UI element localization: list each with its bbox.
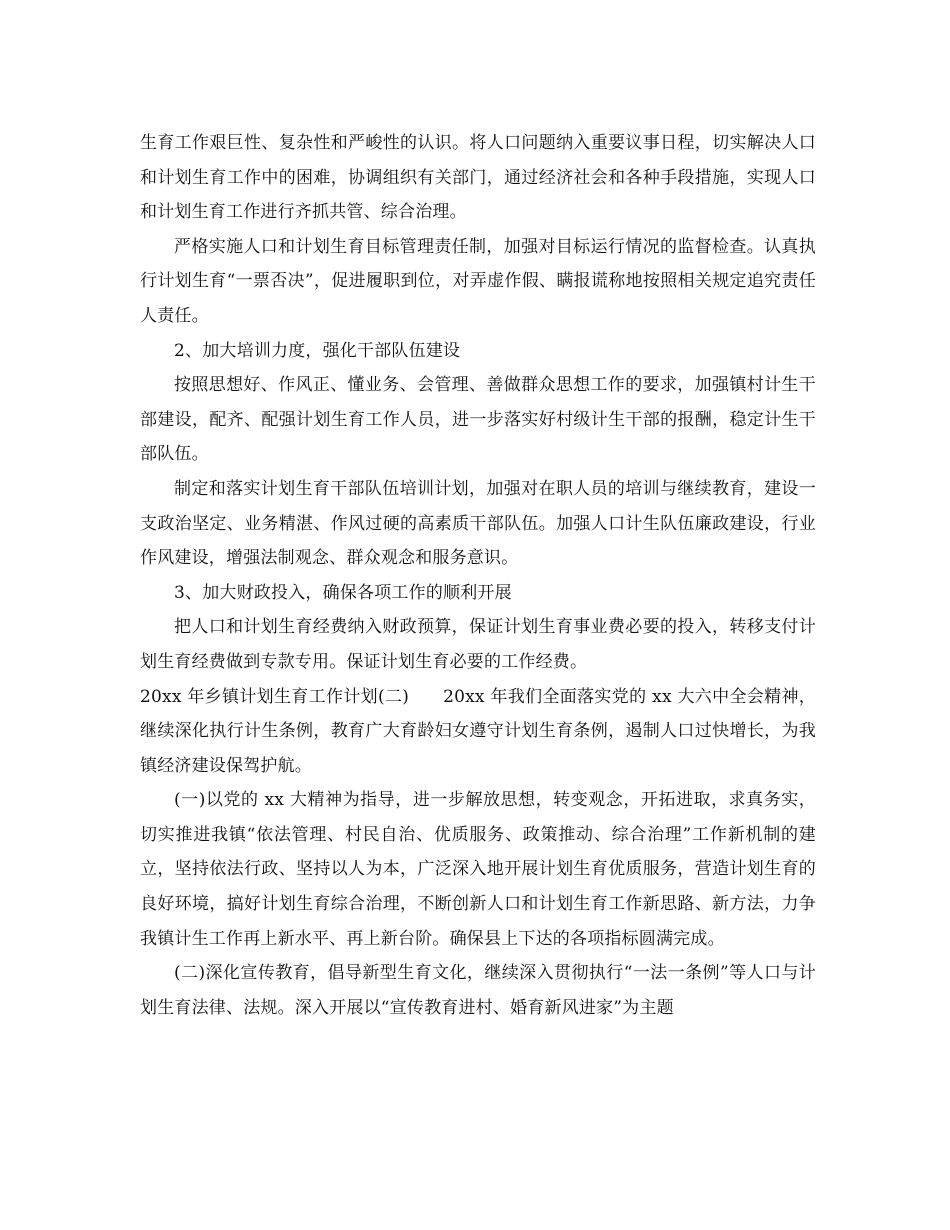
section-heading-2: 2、加大培训力度，强化干部队伍建设 (174, 340, 461, 361)
plan-section-paragraph (140, 680, 816, 784)
paragraph-5: 把人口和计划生育经费纳入财政预算，保证计划生育事业费必要的投入，转移支付计划生育经费做到专款专用。保证计划生育必要的工作经费。 (140, 617, 816, 672)
paragraph-3: 按照思想好、作风正、懂业务、会管理、善做群众思想工作的要求，加强镇村计生干部建设，配齐、配强计划生育工作人员，进一步落实好村级计生干部的报酬，稳定计生干部队伍。 (140, 375, 816, 465)
plan-section-intro: 20xx 年我们全面落实党的 xx 大六中全会精神，继续深化执行计生条例，教育广大育龄妇女遵守计划生育条例，遏制人口过快增长，为我镇经济建设保驾护航。 (140, 686, 816, 776)
paragraph-item-1: (一)以党的 xx 大精神为指导，进一步解放思想，转变观念，开拓进取，求真务实，切实推进我镇“依法管理、村民自治、优质服务、政策推动、综合治理”工作新机制的建立，坚持依法行政、坚持以人为本，广泛深入地开展计划生育优质服务，营造计划生育的良好环境，搞好计划生育综合治理，不断创新人口和计划生育工作新思路、新方法，力争我镇计生工作再上新水平、再上新台阶。确保县上下达的各项指标圆满完成。 (140, 790, 816, 949)
paragraph-2: 严格实施人口和计划生育目标管理责任制，加强对目标运行情况的监督检查。认真执行计划生育“一票否决”，促进履职到位，对弄虚作假、瞒报谎称地按照相关规定追究责任人责任。 (140, 236, 816, 326)
paragraph-4: 制定和落实计划生育干部队伍培训计划，加强对在职人员的培训与继续教育，建设一支政治坚定、业务精湛、作风过硬的高素质干部队伍。加强人口计生队伍廉政建设，行业作风建设，增强法制观念、群众观念和服务意识。 (140, 478, 816, 569)
plan-section-title: 20xx 年乡镇计划生育工作计划(二) (140, 686, 410, 707)
paragraph-1: 生育工作艰巨性、复杂性和严峻性的认识。将人口问题纳入重要议事日程，切实解决人口和计划生育工作中的困难，协调组织有关部门，通过经济社会和各种手段措施，实现人口和计划生育工作进行齐抓共管、综合治理。 (140, 133, 816, 223)
document-body (140, 126, 816, 1025)
section-heading-3: 3、加大财政投入，确保各项工作的顺利开展 (174, 582, 512, 603)
paragraph-item-2: (二)深化宣传教育，倡导新型生育文化，继续深入贯彻执行“一法一条例”等人口与计划生育法律、法规。深入开展以“宣传教育进村、婚育新风进家”为主题 (140, 963, 816, 1018)
